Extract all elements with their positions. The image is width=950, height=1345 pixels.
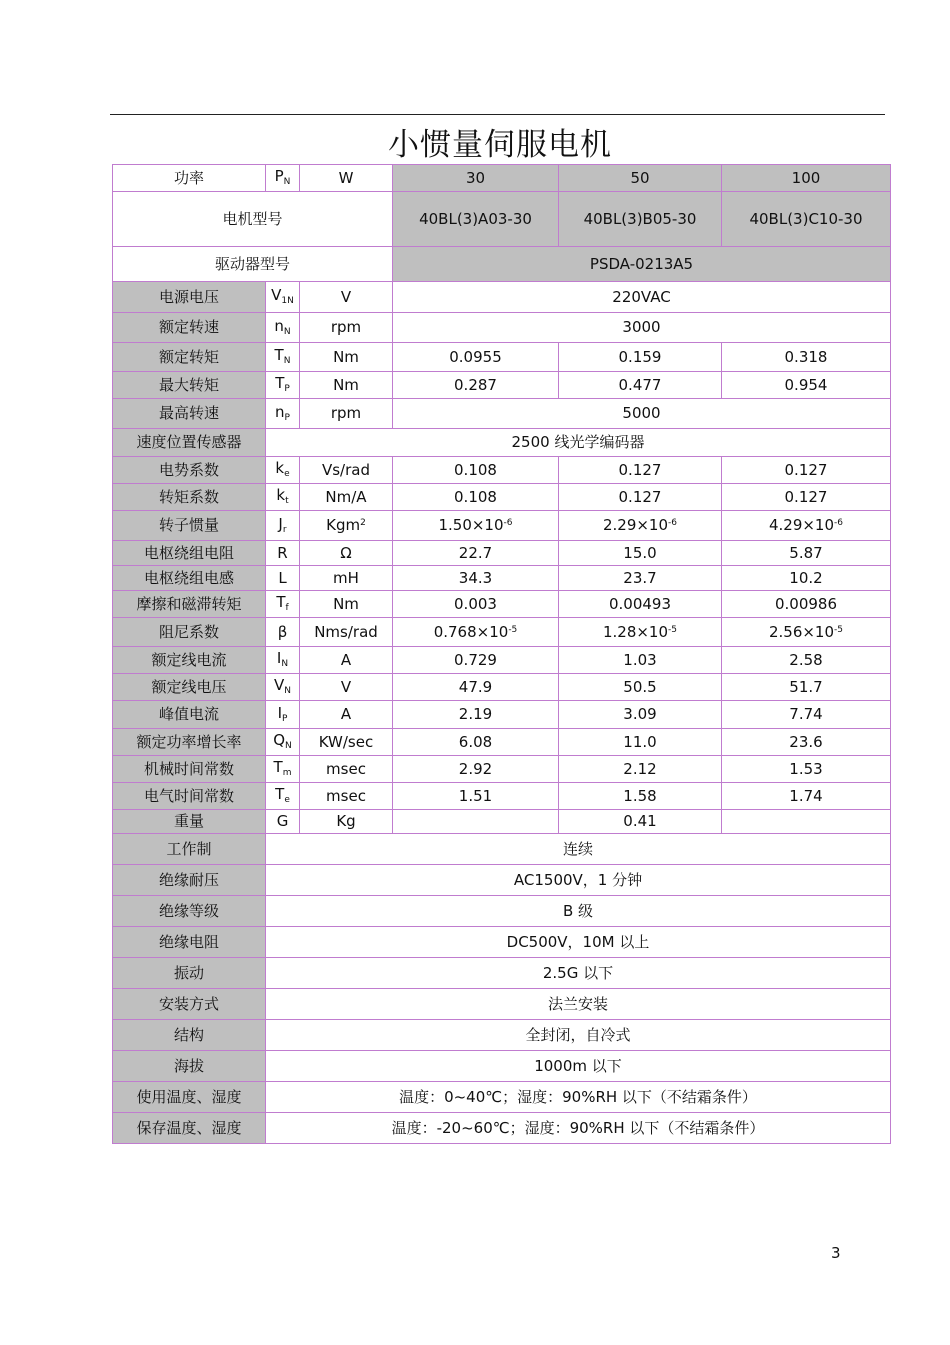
param-value xyxy=(393,810,559,834)
param-label: 绝缘耐压 xyxy=(113,865,266,896)
param-value: 0.729 xyxy=(393,647,559,674)
param-label: 绝缘等级 xyxy=(113,896,266,927)
table-row xyxy=(113,865,891,896)
param-value: 2.5G 以下 xyxy=(266,958,891,989)
param-symbol: $k_t$ xyxy=(266,484,300,511)
header-rule xyxy=(110,114,885,115)
param-value: 2500 线光学编码器 xyxy=(266,429,891,457)
driver-value: PSDA-0213A5 xyxy=(393,247,891,282)
param-label: 额定线电流 xyxy=(113,647,266,674)
param-label: 电机型号 xyxy=(113,192,393,247)
param-value: $1.28\times 10^{-5}$ xyxy=(559,618,722,647)
table-row xyxy=(113,958,891,989)
table-row xyxy=(113,313,891,343)
param-unit: Ω xyxy=(300,541,393,566)
param-label: 驱动器型号 xyxy=(113,247,393,282)
table-row xyxy=(113,343,891,372)
param-value: 0.159 xyxy=(559,343,722,372)
table-row xyxy=(113,399,891,429)
param-value: 1.03 xyxy=(559,647,722,674)
param-value: 2.58 xyxy=(722,647,891,674)
param-symbol: R xyxy=(266,541,300,566)
param-value: 10.2 xyxy=(722,566,891,591)
param-value: 0.954 xyxy=(722,372,891,399)
table-row xyxy=(113,372,891,399)
table-row xyxy=(113,247,891,282)
param-value: 2.19 xyxy=(393,701,559,729)
param-value: 7.74 xyxy=(722,701,891,729)
param-label: 功率 xyxy=(113,165,266,192)
spec-table xyxy=(112,164,891,1144)
param-label: 速度位置传感器 xyxy=(113,429,266,457)
param-label: 峰值电流 xyxy=(113,701,266,729)
param-unit: V xyxy=(300,282,393,313)
param-label: 额定线电压 xyxy=(113,674,266,701)
param-label: 阻尼系数 xyxy=(113,618,266,647)
param-value: 5.87 xyxy=(722,541,891,566)
param-value: 0.127 xyxy=(559,484,722,511)
param-label: 转矩系数 xyxy=(113,484,266,511)
param-value: 0.127 xyxy=(722,457,891,484)
param-value: 0.00986 xyxy=(722,591,891,618)
param-label: 电气时间常数 xyxy=(113,783,266,810)
param-value xyxy=(722,810,891,834)
param-label: 额定转速 xyxy=(113,313,266,343)
param-unit: Nm/A xyxy=(300,484,393,511)
param-value: 34.3 xyxy=(393,566,559,591)
param-value: 22.7 xyxy=(393,541,559,566)
table-row xyxy=(113,729,891,756)
param-symbol: $T_e$ xyxy=(266,783,300,810)
param-symbol: $T_P$ xyxy=(266,372,300,399)
page-number: 3 xyxy=(831,1244,841,1262)
param-value: 0.477 xyxy=(559,372,722,399)
param-value: 0.003 xyxy=(393,591,559,618)
param-label: 摩擦和磁滞转矩 xyxy=(113,591,266,618)
table-row xyxy=(113,484,891,511)
table-row xyxy=(113,457,891,484)
param-value: 0.318 xyxy=(722,343,891,372)
param-value: 220VAC xyxy=(393,282,891,313)
param-symbol: $k_e$ xyxy=(266,457,300,484)
power-value: 50 xyxy=(559,165,722,192)
param-label: 额定转矩 xyxy=(113,343,266,372)
param-symbol: $n_P$ xyxy=(266,399,300,429)
param-unit: rpm xyxy=(300,399,393,429)
param-unit: msec xyxy=(300,756,393,783)
param-value: $4.29\times 10^{-6}$ xyxy=(722,511,891,541)
param-unit: KW/sec xyxy=(300,729,393,756)
param-label: 绝缘电阻 xyxy=(113,927,266,958)
param-value: 0.108 xyxy=(393,484,559,511)
param-unit: rpm xyxy=(300,313,393,343)
table-row xyxy=(113,618,891,647)
param-value: 连续 xyxy=(266,834,891,865)
table-row xyxy=(113,783,891,810)
table-row xyxy=(113,192,891,247)
param-symbol: $T_f$ xyxy=(266,591,300,618)
param-value: 47.9 xyxy=(393,674,559,701)
table-row xyxy=(113,566,891,591)
table-row xyxy=(113,756,891,783)
param-symbol: $P_N$ xyxy=(266,165,300,192)
param-value: $2.29\times 10^{-6}$ xyxy=(559,511,722,541)
table-row xyxy=(113,165,891,192)
page-title: 小惯量伺服电机 xyxy=(388,127,612,163)
param-symbol: $T_N$ xyxy=(266,343,300,372)
param-value: 5000 xyxy=(393,399,891,429)
param-value: 3000 xyxy=(393,313,891,343)
table-row xyxy=(113,927,891,958)
param-unit: A xyxy=(300,647,393,674)
param-unit: V xyxy=(300,674,393,701)
param-value: 0.127 xyxy=(722,484,891,511)
table-row xyxy=(113,896,891,927)
param-value: 全封闭，自冷式 xyxy=(266,1020,891,1051)
param-label: 转子惯量 xyxy=(113,511,266,541)
param-symbol: β xyxy=(266,618,300,647)
param-symbol: $J_r$ xyxy=(266,511,300,541)
model-value: 40BL(3)B05-30 xyxy=(559,192,722,247)
param-unit: mH xyxy=(300,566,393,591)
param-label: 重量 xyxy=(113,810,266,834)
param-value: 1000m 以下 xyxy=(266,1051,891,1082)
param-label: 结构 xyxy=(113,1020,266,1051)
param-symbol: $I_P$ xyxy=(266,701,300,729)
param-symbol: G xyxy=(266,810,300,834)
param-value: 0.108 xyxy=(393,457,559,484)
param-value: $2.56\times 10^{-5}$ xyxy=(722,618,891,647)
param-value: 法兰安装 xyxy=(266,989,891,1020)
param-value: $1.50\times 10^{-6}$ xyxy=(393,511,559,541)
param-value: 23.6 xyxy=(722,729,891,756)
param-value: 2.92 xyxy=(393,756,559,783)
param-value: 0.127 xyxy=(559,457,722,484)
param-value: 0.0955 xyxy=(393,343,559,372)
table-row xyxy=(113,429,891,457)
param-unit: W xyxy=(300,165,393,192)
param-label: 机械时间常数 xyxy=(113,756,266,783)
table-row xyxy=(113,674,891,701)
param-label: 使用温度、湿度 xyxy=(113,1082,266,1113)
param-unit: Nms/rad xyxy=(300,618,393,647)
param-label: 保存温度、湿度 xyxy=(113,1113,266,1144)
param-value: DC500V，10M 以上 xyxy=(266,927,891,958)
model-value: 40BL(3)A03-30 xyxy=(393,192,559,247)
param-unit: Kg xyxy=(300,810,393,834)
param-label: 电枢绕组电阻 xyxy=(113,541,266,566)
param-label: 电势系数 xyxy=(113,457,266,484)
param-unit: A xyxy=(300,701,393,729)
param-value: 11.0 xyxy=(559,729,722,756)
param-unit: Nm xyxy=(300,372,393,399)
param-unit: Vs/rad xyxy=(300,457,393,484)
param-label: 电枢绕组电感 xyxy=(113,566,266,591)
table-row xyxy=(113,1020,891,1051)
param-unit: msec xyxy=(300,783,393,810)
table-row xyxy=(113,701,891,729)
param-value: 1.58 xyxy=(559,783,722,810)
param-symbol: $n_N$ xyxy=(266,313,300,343)
param-label: 额定功率增长率 xyxy=(113,729,266,756)
param-label: 安装方式 xyxy=(113,989,266,1020)
param-label: 振动 xyxy=(113,958,266,989)
param-symbol: $Q_N$ xyxy=(266,729,300,756)
param-unit: Kgm$^2$ xyxy=(300,511,393,541)
param-value: B 级 xyxy=(266,896,891,927)
power-value: 30 xyxy=(393,165,559,192)
table-row xyxy=(113,541,891,566)
param-value: 0.287 xyxy=(393,372,559,399)
param-symbol: $I_N$ xyxy=(266,647,300,674)
param-label: 电源电压 xyxy=(113,282,266,313)
param-value: 50.5 xyxy=(559,674,722,701)
table-row xyxy=(113,647,891,674)
param-value: 51.7 xyxy=(722,674,891,701)
param-value: 0.41 xyxy=(559,810,722,834)
table-row xyxy=(113,810,891,834)
table-row xyxy=(113,1082,891,1113)
param-label: 工作制 xyxy=(113,834,266,865)
param-unit: Nm xyxy=(300,343,393,372)
param-symbol: L xyxy=(266,566,300,591)
table-row xyxy=(113,591,891,618)
power-value: 100 xyxy=(722,165,891,192)
param-value: $0.768\times 10^{-5}$ xyxy=(393,618,559,647)
param-label: 最高转速 xyxy=(113,399,266,429)
param-value: 23.7 xyxy=(559,566,722,591)
param-label: 海拔 xyxy=(113,1051,266,1082)
param-symbol: $V_{1N}$ xyxy=(266,282,300,313)
param-symbol: $T_m$ xyxy=(266,756,300,783)
param-symbol: $V_N$ xyxy=(266,674,300,701)
param-value: 2.12 xyxy=(559,756,722,783)
table-row xyxy=(113,1051,891,1082)
param-value: 3.09 xyxy=(559,701,722,729)
param-value: 温度：-20~60℃；湿度：90%RH 以下（不结霜条件） xyxy=(266,1113,891,1144)
param-value: 1.51 xyxy=(393,783,559,810)
param-value: 0.00493 xyxy=(559,591,722,618)
table-row xyxy=(113,1113,891,1144)
table-row xyxy=(113,282,891,313)
param-unit: Nm xyxy=(300,591,393,618)
param-value: 6.08 xyxy=(393,729,559,756)
table-row xyxy=(113,511,891,541)
param-label: 最大转矩 xyxy=(113,372,266,399)
param-value: 温度：0~40℃；湿度：90%RH 以下（不结霜条件） xyxy=(266,1082,891,1113)
param-value: 1.74 xyxy=(722,783,891,810)
table-row xyxy=(113,989,891,1020)
param-value: AC1500V，1 分钟 xyxy=(266,865,891,896)
param-value: 1.53 xyxy=(722,756,891,783)
model-value: 40BL(3)C10-30 xyxy=(722,192,891,247)
table-row xyxy=(113,834,891,865)
param-value: 15.0 xyxy=(559,541,722,566)
